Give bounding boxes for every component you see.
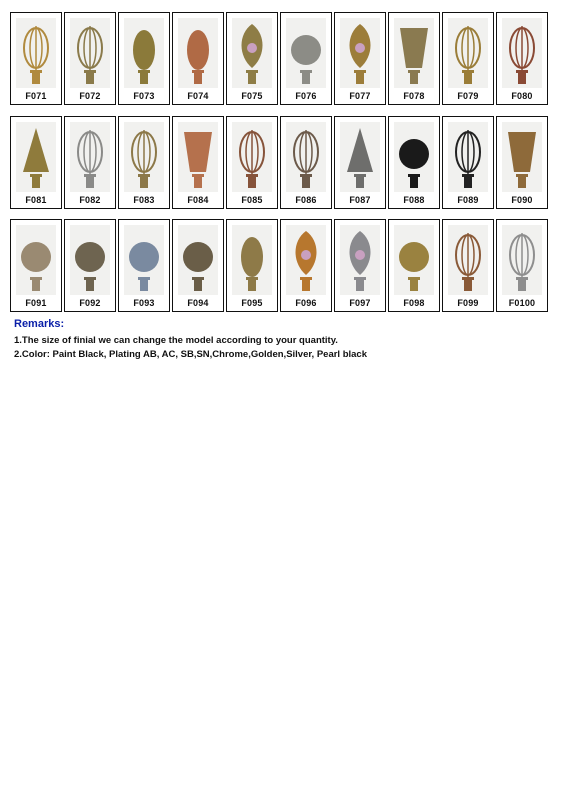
finial-code: F075 [241, 91, 263, 101]
finial-code: F071 [25, 91, 47, 101]
finial-code: F081 [25, 195, 47, 205]
finial-code: F083 [133, 195, 155, 205]
finial-card [118, 12, 170, 105]
finial-code: F084 [187, 195, 209, 205]
finial-code: F085 [241, 195, 263, 205]
finial-card [172, 116, 224, 209]
leaf-sprig-finial-icon [232, 18, 272, 88]
ornate-ball-finial-icon [178, 225, 218, 295]
finial-row-1 [10, 12, 548, 105]
finial-code: F096 [295, 298, 317, 308]
twist-cage-finial-icon [286, 122, 326, 192]
finial-code: F086 [295, 195, 317, 205]
twist-cage-finial-icon [124, 122, 164, 192]
ball-finial-icon [394, 122, 434, 192]
scroll-cage-finial-icon [70, 122, 110, 192]
remarks-line-2: 2.Color: Paint Black, Plating AB, AC, SB,SN,Chrome,Golden,Silver, Pearl black [14, 349, 367, 360]
finial-card [334, 219, 386, 312]
finial-row-3 [10, 219, 548, 312]
finial-code: F088 [403, 195, 425, 205]
finial-card [496, 12, 548, 105]
finial-card [496, 219, 548, 312]
knob-finial-icon [286, 18, 326, 88]
finial-card [172, 12, 224, 105]
jeweled-crest-finial-icon [286, 225, 326, 295]
finial-card [172, 219, 224, 312]
rosette-finial-icon [124, 225, 164, 295]
finial-card [388, 219, 440, 312]
finial-card [334, 116, 386, 209]
cage-finial-icon [16, 18, 56, 88]
finial-card [226, 116, 278, 209]
remarks-title: Remarks: [14, 318, 65, 330]
finial-row-2 [10, 116, 548, 209]
sphere-cage-finial-icon [448, 122, 488, 192]
acorn-finial-icon [124, 18, 164, 88]
finial-code: F073 [133, 91, 155, 101]
twist-finial-icon [448, 18, 488, 88]
finial-card [226, 12, 278, 105]
finial-code: F092 [79, 298, 101, 308]
finial-code: F080 [511, 91, 533, 101]
finial-code: F095 [241, 298, 263, 308]
finial-card [496, 116, 548, 209]
finial-code: F074 [187, 91, 209, 101]
bell-finial-icon [502, 122, 542, 192]
maple-leaf-finial-icon [340, 18, 380, 88]
finial-card [334, 12, 386, 105]
finial-card [442, 219, 494, 312]
flame-finial-icon [178, 18, 218, 88]
finial-card [118, 116, 170, 209]
finial-card [10, 116, 62, 209]
finial-code: F099 [457, 298, 479, 308]
twist-cage-finial-icon [502, 225, 542, 295]
spear-finial-icon [340, 122, 380, 192]
finial-card [118, 219, 170, 312]
remarks-line-1: 1.The size of finial we can change the model according to your quantity. [14, 335, 338, 346]
finial-card [280, 219, 332, 312]
finial-code: F094 [187, 298, 209, 308]
finial-card [280, 116, 332, 209]
finial-code: F087 [349, 195, 371, 205]
finial-card [442, 116, 494, 209]
medallion-finial-icon [16, 225, 56, 295]
finial-code: F097 [349, 298, 371, 308]
finial-code: F072 [79, 91, 101, 101]
finial-card [10, 219, 62, 312]
finial-card [280, 12, 332, 105]
sphere-cage-finial-icon [448, 225, 488, 295]
finial-code: F077 [349, 91, 371, 101]
finial-code: F093 [133, 298, 155, 308]
finial-code: F090 [511, 195, 533, 205]
bell-finial-icon [178, 122, 218, 192]
cone-finial-icon [16, 122, 56, 192]
finial-card [64, 219, 116, 312]
finial-card [64, 12, 116, 105]
finial-code: F089 [457, 195, 479, 205]
tulip-cage-finial-icon [70, 18, 110, 88]
finial-card [442, 12, 494, 105]
finial-code: F076 [295, 91, 317, 101]
jeweled-crest-finial-icon [340, 225, 380, 295]
finial-code: F079 [457, 91, 479, 101]
egg-finial-icon [232, 225, 272, 295]
finial-card [388, 12, 440, 105]
teardrop-cage-finial-icon [232, 122, 272, 192]
knob-finial-icon [394, 225, 434, 295]
cylinder-finial-icon [394, 18, 434, 88]
finial-code: F082 [79, 195, 101, 205]
finial-card [10, 12, 62, 105]
finial-code: F078 [403, 91, 425, 101]
cage-finial-icon [502, 18, 542, 88]
finial-code: F0100 [508, 298, 536, 308]
ornate-ball-finial-icon [70, 225, 110, 295]
finial-card [388, 116, 440, 209]
finial-code: F091 [25, 298, 47, 308]
finial-card [226, 219, 278, 312]
finial-code: F098 [403, 298, 425, 308]
finial-card [64, 116, 116, 209]
